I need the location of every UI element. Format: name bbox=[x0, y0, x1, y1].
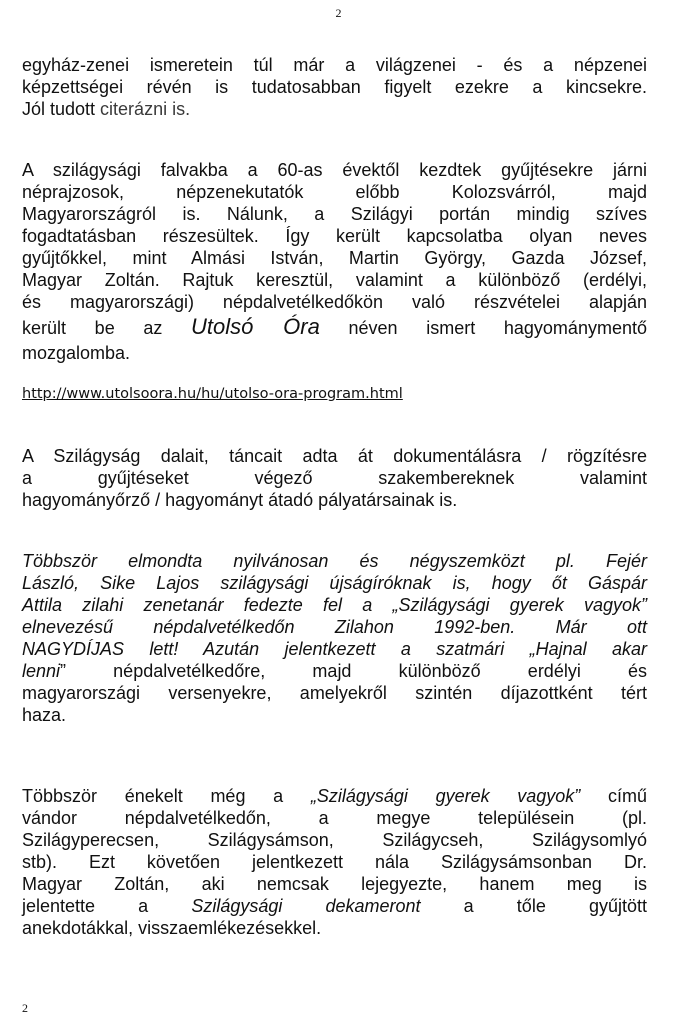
text-line: stb). Ezt követően jelentkezett nála Szilágysámsonban Dr. bbox=[22, 852, 647, 872]
text-line: a gyűjtéseket végező szakembereknek valamint bbox=[22, 468, 647, 488]
text-line: néprajzosok, népzenekutatók előbb Kolozsvárról, majd bbox=[22, 182, 647, 202]
text-line: Többször elmondta nyilvánosan és négyszemközt pl. Fejér bbox=[22, 551, 647, 571]
text-line: Magyar Zoltán, aki nemcsak lejegyezte, hanem meg is bbox=[22, 874, 647, 894]
text-line: Magyar Zoltán. Rajtuk keresztül, valamint a különböző (erdélyi, bbox=[22, 270, 647, 290]
text-line: képzettségei révén is tudatosabban figyelt ezekre a kincsekre. bbox=[22, 77, 647, 97]
text-run: jelentette a bbox=[22, 896, 192, 916]
text-line: NAGYDÍJAS lett! Azután jelentkezett a szatmári „Hajnal akar bbox=[22, 639, 647, 659]
text-run: a tőle gyűjtött bbox=[420, 896, 647, 916]
text-line: és magyarországi) népdalvetélkedőkön való részvételei alapján bbox=[22, 292, 647, 312]
text-line bbox=[22, 785, 647, 807]
text-run: került be az bbox=[22, 318, 192, 338]
song-title: „Szilágysági gyerek vagyok” bbox=[310, 786, 581, 806]
utolso-ora-title: Utolsó Óra bbox=[191, 314, 320, 339]
text-line: hagyományőrző / hagyományt átadó pályatársainak is. bbox=[22, 490, 458, 510]
text-run: ” népdalvetélkedőre, majd különböző erdélyi és bbox=[60, 661, 647, 681]
text-run: című bbox=[580, 786, 648, 806]
text-line: A szilágysági falvakba a 60-as évektől kezdtek gyűjtésekre járni bbox=[22, 160, 647, 180]
text-line bbox=[22, 313, 647, 342]
text-line: A Szilágyság dalait, táncait adta át dokumentálásra / rögzítésre bbox=[22, 446, 647, 466]
text-line: Szilágyperecsen, Szilágysámson, Szilágycseh, Szilágysomlyó bbox=[22, 830, 647, 850]
paragraph-1 bbox=[22, 54, 647, 120]
page-number-top: 2 bbox=[335, 6, 342, 20]
text-run: citerázni is. bbox=[100, 99, 191, 119]
paragraph-2 bbox=[22, 159, 647, 364]
text-line: Magyarországról is. Nálunk, a Szilágyi portán mindig szíves bbox=[22, 204, 647, 224]
text-line: Attila zilahi zenetanár fedezte fel a „Szilágysági gyerek vagyok” bbox=[22, 595, 647, 615]
text-run: lenni bbox=[22, 661, 61, 681]
paragraph-4 bbox=[22, 550, 647, 726]
text-line: fogadtatásban részesültek. Így került kapcsolatba olyan neves bbox=[22, 226, 647, 246]
text-line: mozgalomba. bbox=[22, 343, 131, 363]
text-run: Többször énekelt még a bbox=[22, 786, 311, 806]
text-line bbox=[22, 660, 647, 682]
text-line: egyház-zenei ismeretein túl már a világzenei - és a népzenei bbox=[22, 55, 647, 75]
paragraph-3 bbox=[22, 445, 647, 511]
text-line bbox=[22, 98, 647, 120]
utolso-ora-link[interactable]: http://www.utolsoora.hu/hu/utolso-ora-program.html bbox=[22, 386, 403, 402]
text-line: magyarországi versenyekre, amelyekről szintén díjazottként tért bbox=[22, 683, 647, 703]
text-line: haza. bbox=[22, 705, 67, 725]
text-line: László, Sike Lajos szilágysági újságíróknak is, hogy őt Gáspár bbox=[22, 573, 647, 593]
text-run: néven ismert hagyománymentő bbox=[319, 318, 647, 338]
text-line: elnevezésű népdalvetélkedőn Zilahon 1992-ben. Már ott bbox=[22, 617, 647, 637]
page-number-bottom: 2 bbox=[22, 1001, 28, 1015]
text-line bbox=[22, 895, 647, 917]
paragraph-5 bbox=[22, 785, 647, 939]
text-line: vándor népdalvetélkedőn, a megye településein (pl. bbox=[22, 808, 647, 828]
text-run: Jól tudott bbox=[22, 99, 101, 119]
text-line: anekdotákkal, visszaemlékezésekkel. bbox=[22, 918, 322, 938]
book-title: Szilágysági dekameront bbox=[191, 896, 421, 916]
text-line: gyűjtőkkel, mint Almási István, Martin György, Gazda József, bbox=[22, 248, 647, 268]
